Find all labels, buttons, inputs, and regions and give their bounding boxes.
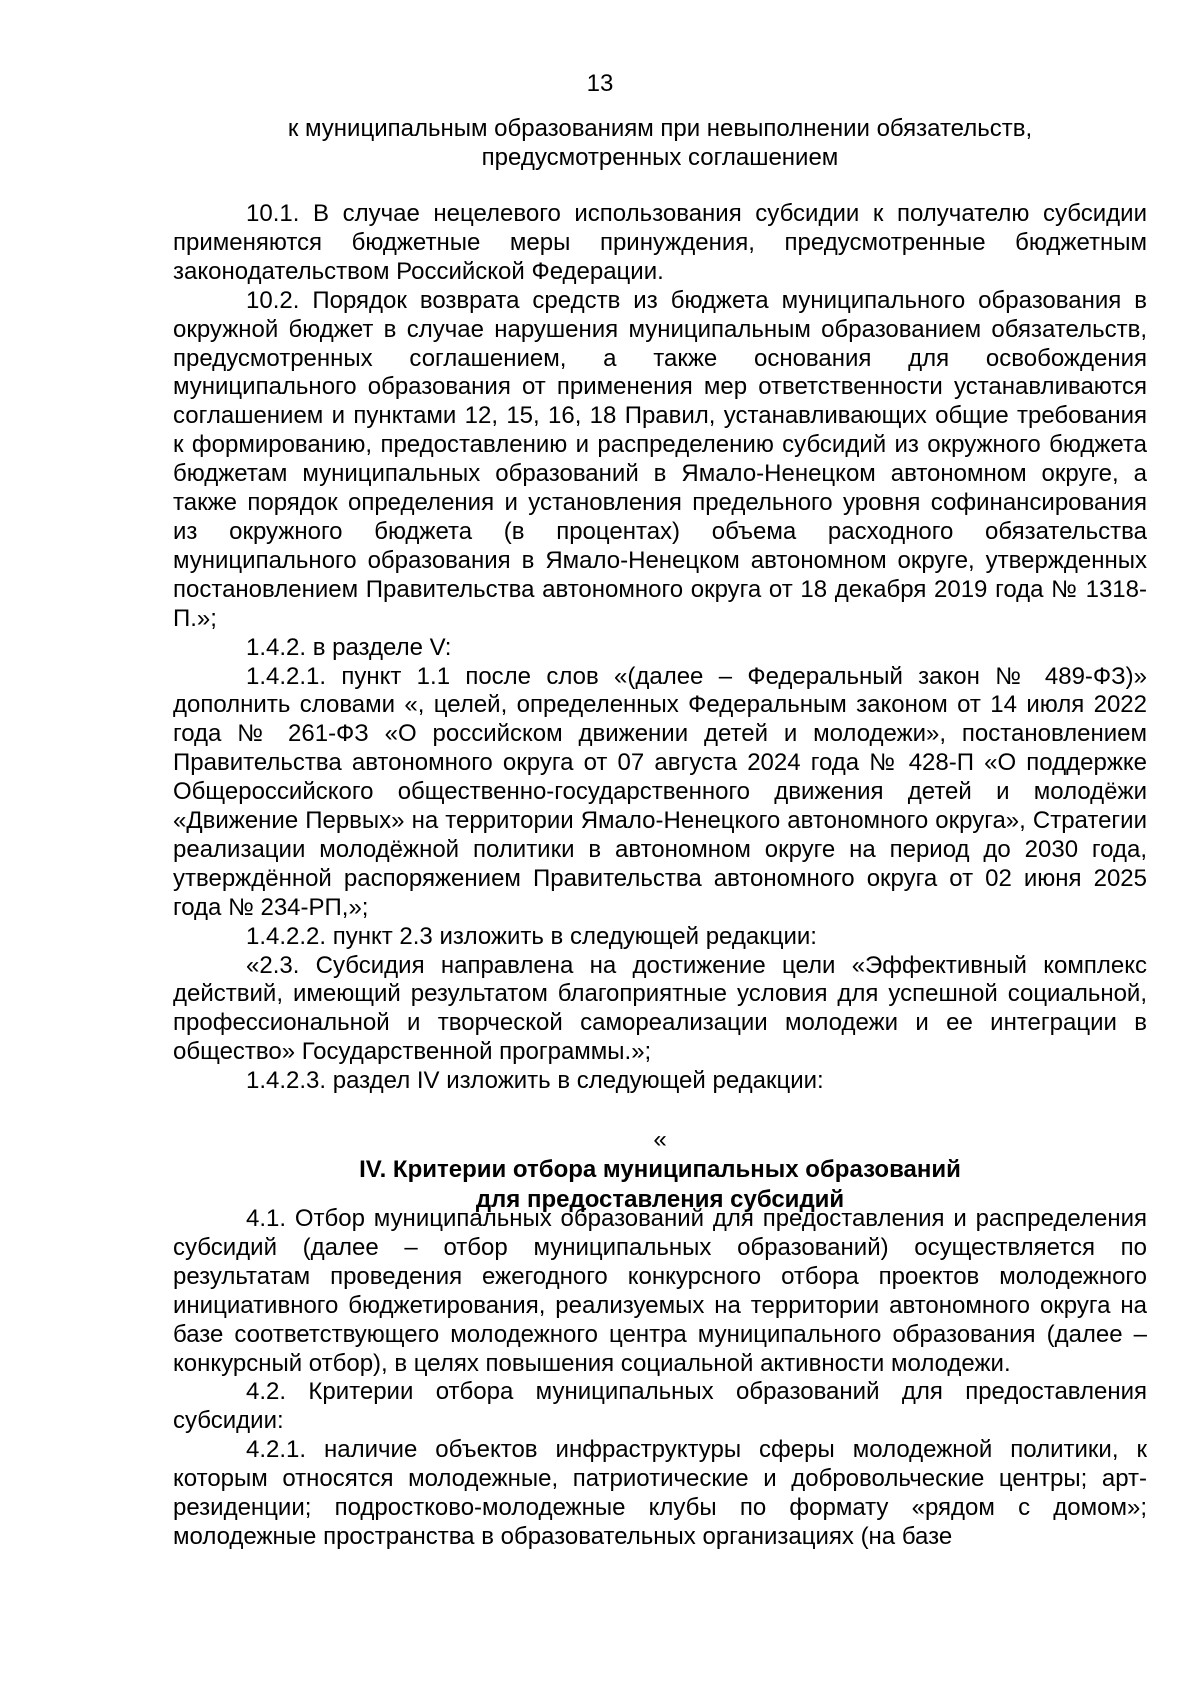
- heading-line: предусмотренных соглашением: [481, 144, 839, 171]
- paragraph-4-1: 4.1. Отбор муниципальных образований для предоставления и распределения субсидий (далее – отбор муниципальных образований) осуществляется по результатам проведения ежегодного конкурсного отбора проектов молодежного инициативного бюджетирования, реализуемых на территории автономного округа на базе соответствующего молодежного центра муниципального образования (далее – конкурсный отбор), в целях повышения социальной активности молодежи.: [173, 1205, 1147, 1377]
- heading-line: к муниципальным образованиям при невыполнении обязательств,: [287, 115, 1033, 142]
- page-number: 13: [586, 70, 614, 97]
- section-title-line: [160, 1125, 1160, 1185]
- paragraph-2-3: «2.3. Субсидия направлена на достижение цели «Эффективный комплекс действий, имеющий результатом благоприятные условия для успешной социальной, профессиональной и творческой самореализации молодежи и ее интеграции в общество» Государственной программы.»;: [173, 951, 1147, 1066]
- paragraph-10-1: 10.1. В случае нецелевого использования субсидии к получателю субсидии применяются бюджетные меры принуждения, предусмотренные бюджетным законодательством Российской Федерации.: [173, 200, 1147, 285]
- paragraph-10-2: 10.2. Порядок возврата средств из бюджета муниципального образования в окружной бюджет в случае нарушения муниципальным образованием обязательств, предусмотренных соглашением, а также основания для освобождения муниципального образования от применения мер ответственности устанавливаются соглашением и пунктами 12, 15, 16, 18 Правил, устанавливающих общие требования к формированию, предоставлению и распределению субсидий из окружного бюджета бюджетам муниципальных образований в Ямало-Ненецком автономном округе, а также порядок определения и установления предельного уровня софинансирования из окружного бюджета (в процентах) объема расходного обязательства муниципального образования в Ямало-Ненецком автономном округе, утвержденных постановлением Правительства автономного округа от 18 декабря 2019 года № 1318-П.»;: [173, 286, 1147, 632]
- opening-quote: «: [653, 1126, 667, 1153]
- section-title-text: IV. Критерии отбора муниципальных образований: [359, 1156, 961, 1183]
- paragraph-4-2-1: 4.2.1. наличие объектов инфраструктуры сферы молодежной политики, к которым относятся молодежные, патриотические и добровольческие центры; арт-резиденции; подростково-молодежные клубы по формату «рядом с домом»; молодежные пространства в образовательных организациях (на базе: [173, 1436, 1147, 1550]
- section-heading-continuation: [160, 114, 1160, 172]
- paragraph-1-4-2-1: 1.4.2.1. пункт 1.1 после слов «(далее – Федеральный закон № 489-ФЗ)» дополнить словами «, целей, определенных Федеральным законом от 14 июля 2022 года № 261-ФЗ «О российском движении детей и молодежи», постановлением Правительства автономного округа от 07 августа 2024 года № 428-П «О поддержке Общероссийского общественно-государственного движения детей и молодёжи «Движение Первых» на территории Ямало-Ненецкого автономного округа», Стратегии реализации молодёжной политики в автономном округе на период до 2030 года, утверждённой распоряжением Правительства автономного округа от 02 июня 2025 года № 234-РП,»;: [173, 662, 1147, 921]
- paragraph-4-2: 4.2. Критерии отбора муниципальных образований для предоставления субсидии:: [173, 1378, 1147, 1435]
- document-body-before: [173, 200, 1147, 1096]
- paragraph-1-4-2-2: 1.4.2.2. пункт 2.3 изложить в следующей редакции:: [246, 922, 817, 950]
- document-body-after: [173, 1205, 1147, 1552]
- section-title-line: для предоставления субсидий: [475, 1186, 845, 1213]
- paragraph-1-4-2-3: 1.4.2.3. раздел IV изложить в следующей редакции:: [246, 1067, 824, 1095]
- section-title: [160, 1125, 1160, 1215]
- paragraph-1-4-2: 1.4.2. в разделе V:: [246, 633, 452, 661]
